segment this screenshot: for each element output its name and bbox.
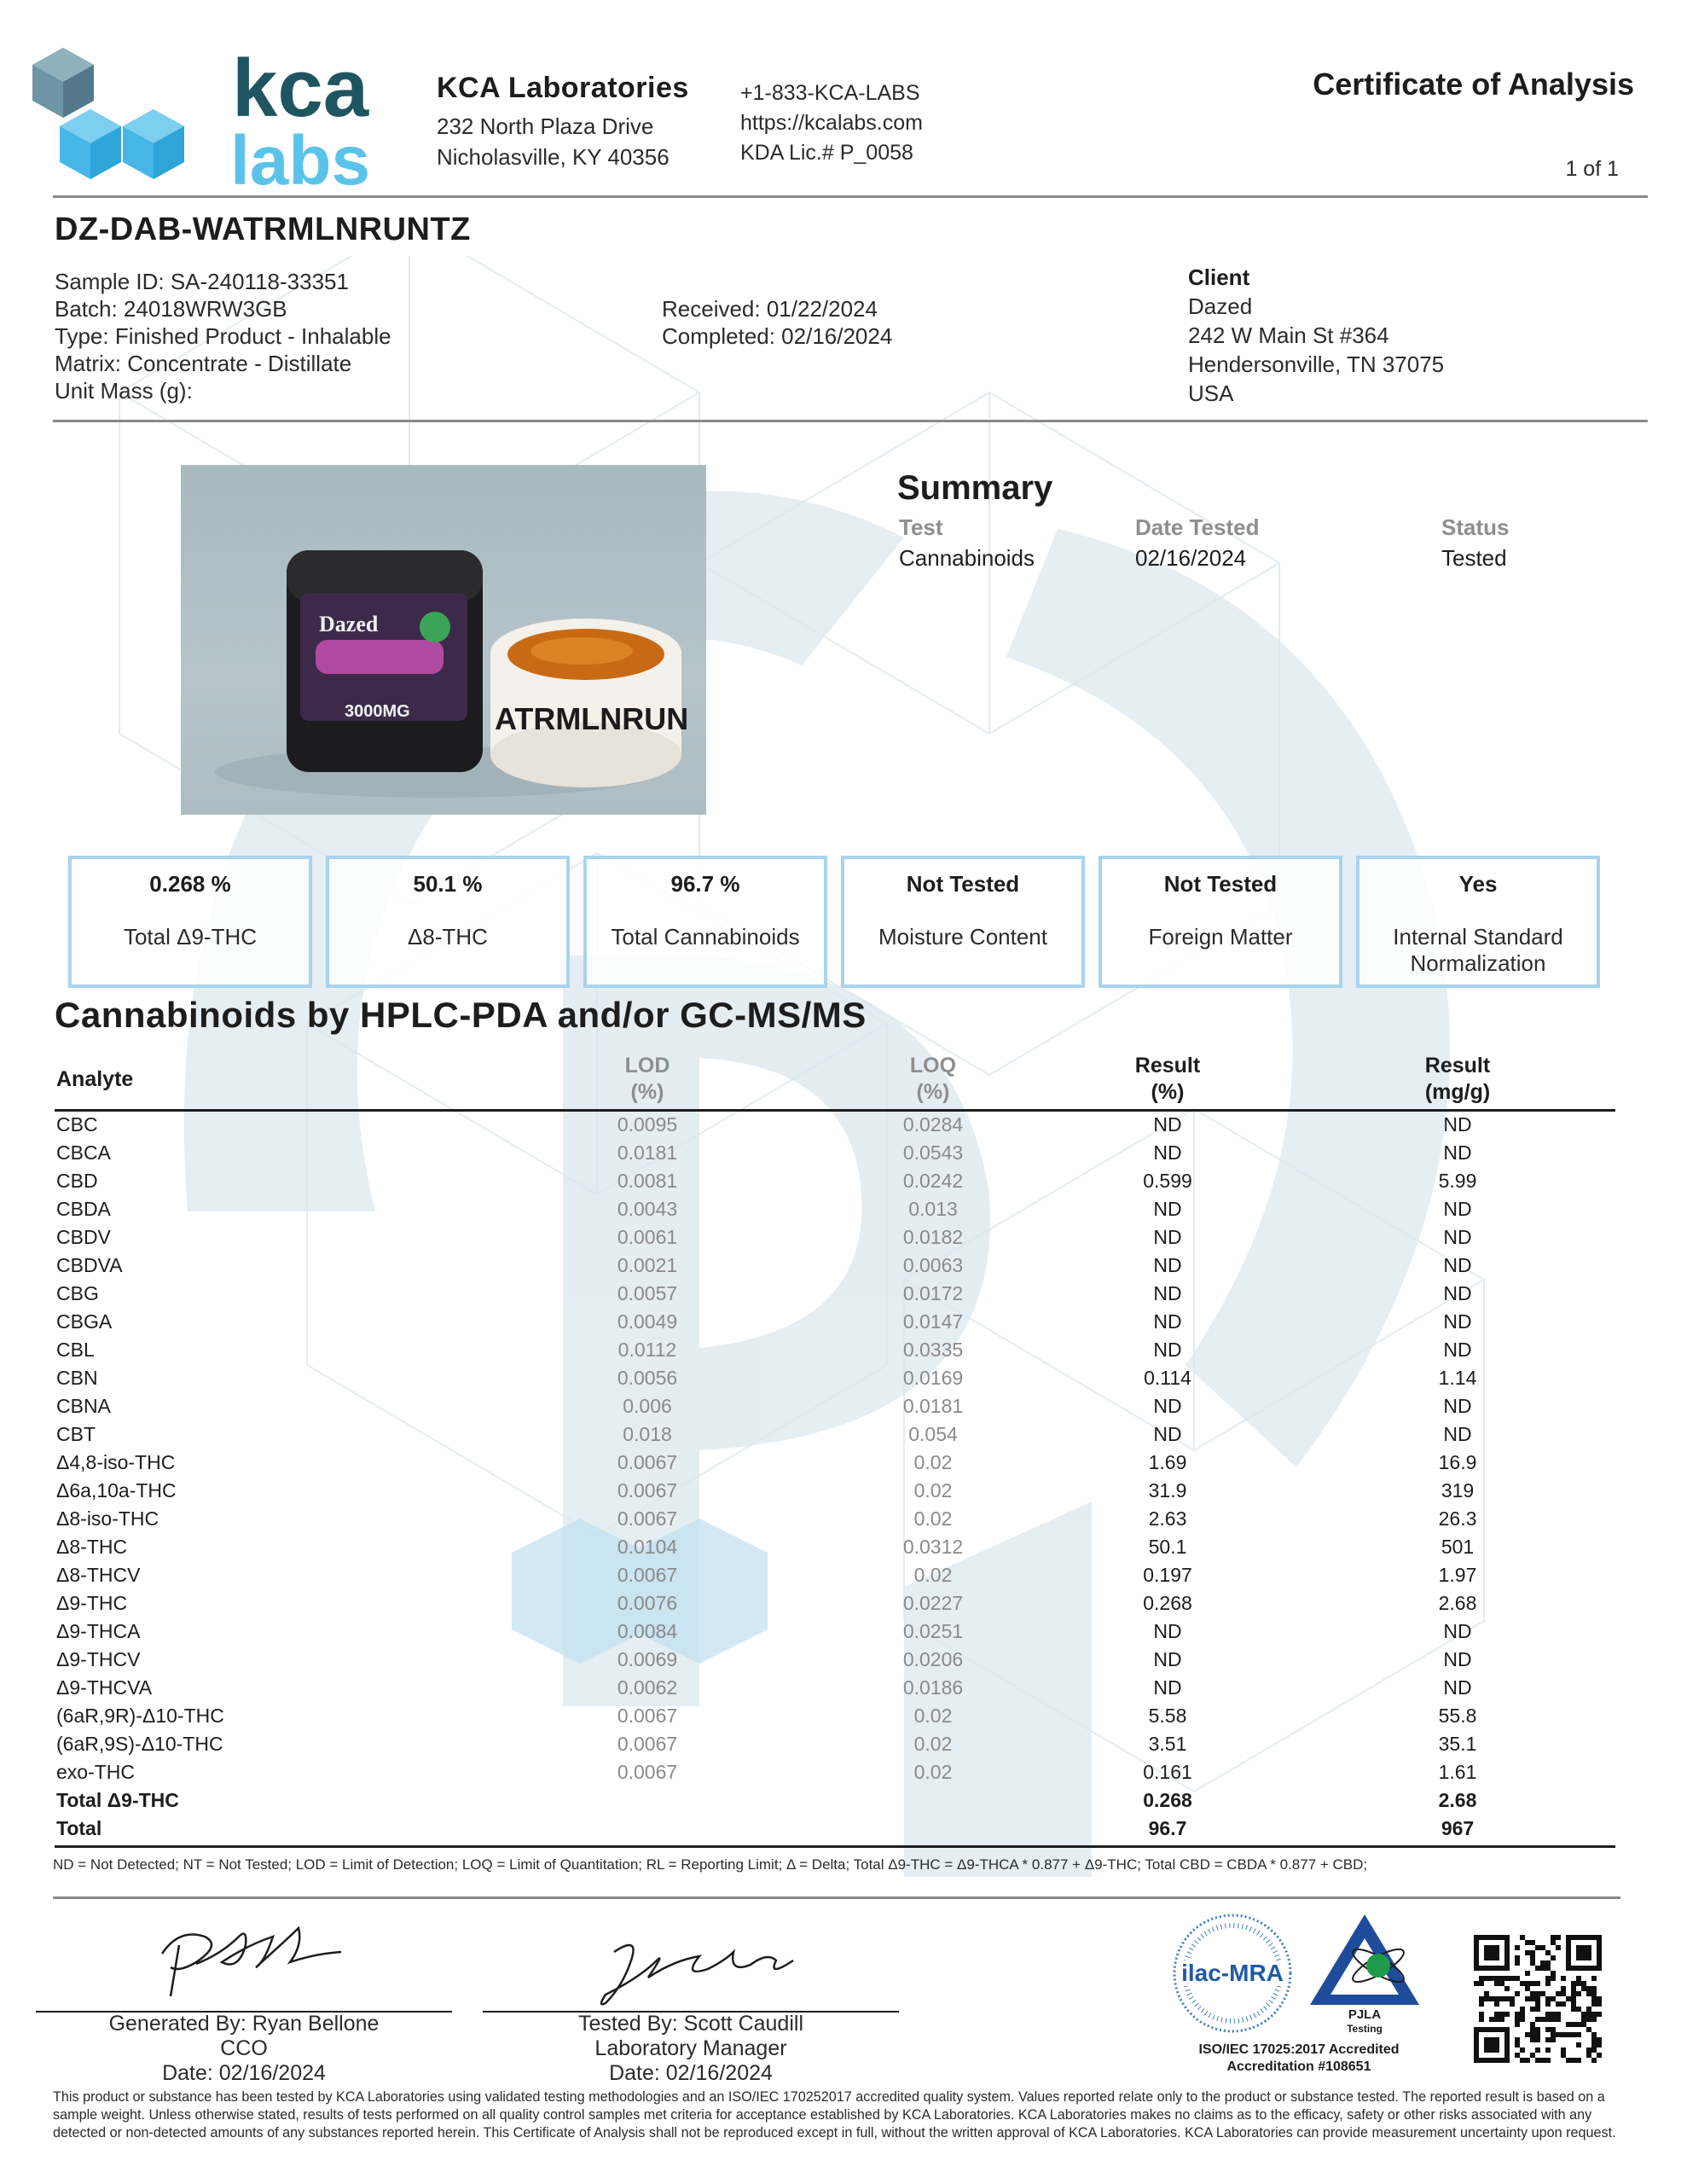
analyte-cell: CBCA bbox=[56, 1141, 111, 1164]
client-heading: Client bbox=[1188, 264, 1250, 290]
result-pct-cell: ND bbox=[1153, 1310, 1182, 1333]
summary-date-value: 02/16/2024 bbox=[1135, 545, 1247, 571]
table-bottom-rule bbox=[55, 1845, 1615, 1848]
result-mg-cell: 1.97 bbox=[1438, 1564, 1477, 1586]
received-date: Received: 01/22/2024 bbox=[662, 296, 878, 322]
col-header-result-mg-unit: (mg/g) bbox=[1424, 1080, 1491, 1104]
analyte-cell: Total bbox=[56, 1817, 102, 1839]
loq-cell: 0.0251 bbox=[902, 1620, 964, 1642]
result-mg-cell: ND bbox=[1443, 1226, 1472, 1248]
lod-cell: 0.0181 bbox=[617, 1141, 678, 1164]
result-pct-cell: ND bbox=[1153, 1141, 1182, 1164]
stat-box-moisture bbox=[841, 856, 1085, 988]
analyte-cell: CBT bbox=[56, 1423, 96, 1445]
analyte-cell: exo-THC bbox=[56, 1761, 136, 1783]
result-pct-cell: 0.268 bbox=[1143, 1789, 1192, 1811]
pjla-sub: Testing bbox=[1347, 2023, 1383, 2035]
analyte-cell: Δ9-THC bbox=[56, 1592, 128, 1614]
loq-cell: 0.0312 bbox=[902, 1536, 964, 1558]
lod-cell: 0.0095 bbox=[617, 1113, 678, 1136]
client-country: USA bbox=[1188, 380, 1234, 406]
result-mg-cell: ND bbox=[1443, 1676, 1472, 1699]
result-mg-cell: ND bbox=[1443, 1254, 1472, 1276]
cup-label: ATRMLNRUN bbox=[495, 701, 689, 736]
result-mg-cell: ND bbox=[1443, 1282, 1472, 1304]
loq-cell: 0.0284 bbox=[902, 1113, 964, 1136]
result-mg-cell: 319 bbox=[1441, 1479, 1475, 1502]
summary-status-column bbox=[1441, 512, 1509, 573]
table-row bbox=[55, 1533, 1615, 1561]
lod-cell: 0.0067 bbox=[617, 1733, 678, 1755]
result-pct-cell: 50.1 bbox=[1148, 1536, 1187, 1558]
lod-cell: 0.0021 bbox=[617, 1254, 678, 1276]
loq-cell: 0.0172 bbox=[902, 1282, 964, 1304]
stat-value: Not Tested bbox=[906, 871, 1020, 897]
stat-box-d8-thc bbox=[326, 856, 570, 988]
table-total-row bbox=[55, 1815, 1615, 1843]
stat-label: Δ8-THC bbox=[408, 924, 488, 950]
loq-cell: 0.054 bbox=[908, 1423, 958, 1445]
lod-cell: 0.0067 bbox=[617, 1761, 678, 1783]
result-mg-cell: ND bbox=[1443, 1648, 1472, 1670]
analyte-cell: Δ6a,10a-THC bbox=[56, 1479, 177, 1502]
summary-date-column bbox=[1135, 512, 1259, 573]
table-row bbox=[55, 1674, 1615, 1702]
result-mg-cell: 35.1 bbox=[1438, 1733, 1477, 1755]
result-pct-cell: ND bbox=[1153, 1339, 1182, 1361]
cannabinoid-table-body bbox=[55, 1111, 1615, 1843]
sample-id: Sample ID: SA-240118-33351 bbox=[55, 269, 349, 294]
analyte-cell: (6aR,9S)-Δ10-THC bbox=[56, 1733, 223, 1755]
iso-line-2: Accreditation #108651 bbox=[1226, 2059, 1371, 2074]
lod-cell: 0.0067 bbox=[617, 1705, 678, 1727]
table-row bbox=[55, 1139, 1615, 1167]
pjla-name: PJLA bbox=[1348, 2007, 1382, 2022]
lod-cell: 0.0043 bbox=[617, 1198, 678, 1220]
col-header-lod-unit: (%) bbox=[630, 1080, 664, 1104]
loq-cell: 0.0186 bbox=[902, 1676, 964, 1699]
stat-value: 0.268 % bbox=[149, 871, 231, 897]
analyte-cell: CBL bbox=[56, 1339, 95, 1361]
table-row bbox=[55, 1702, 1615, 1730]
result-pct-cell: ND bbox=[1153, 1676, 1182, 1699]
stat-label: Total Δ9-THC bbox=[123, 924, 258, 950]
analyte-cell: CBDV bbox=[56, 1226, 111, 1248]
pjla-label bbox=[1305, 2007, 1424, 2036]
page-number: 1 of 1 bbox=[1565, 157, 1619, 181]
signature-block-generated bbox=[36, 2012, 452, 2086]
analyte-cell: CBDA bbox=[56, 1198, 111, 1220]
analyte-cell: CBNA bbox=[56, 1395, 111, 1417]
loq-cell: 0.013 bbox=[908, 1198, 958, 1220]
table-row bbox=[55, 1477, 1615, 1505]
stat-value: Not Tested bbox=[1163, 871, 1278, 897]
ilac-mra-logo bbox=[1170, 1911, 1295, 2036]
result-mg-cell: 1.14 bbox=[1438, 1367, 1477, 1389]
result-pct-cell: ND bbox=[1153, 1395, 1182, 1417]
table-row bbox=[55, 1252, 1615, 1280]
iso-line-1: ISO/IEC 17025:2017 Accredited bbox=[1198, 2042, 1400, 2057]
result-mg-cell: 2.68 bbox=[1438, 1592, 1477, 1614]
lod-cell: 0.018 bbox=[623, 1423, 672, 1445]
stat-label: Moisture Content bbox=[878, 924, 1047, 950]
signature-divider bbox=[53, 1896, 1620, 1899]
summary-test-header: Test bbox=[899, 514, 943, 540]
analyte-cell: Δ4,8-iso-THC bbox=[56, 1451, 176, 1473]
table-row bbox=[55, 1589, 1615, 1618]
loq-cell: 0.0147 bbox=[902, 1310, 964, 1333]
header-divider bbox=[53, 195, 1648, 198]
result-pct-cell: 1.69 bbox=[1148, 1451, 1187, 1473]
loq-cell: 0.0543 bbox=[902, 1141, 964, 1164]
lab-address-line1: 232 North Plaza Drive bbox=[437, 113, 654, 139]
result-mg-cell: 16.9 bbox=[1438, 1451, 1477, 1473]
result-mg-cell: ND bbox=[1443, 1141, 1472, 1164]
result-pct-cell: ND bbox=[1153, 1254, 1182, 1276]
loq-cell: 0.0182 bbox=[902, 1226, 964, 1248]
lod-cell: 0.0062 bbox=[617, 1676, 678, 1699]
result-pct-cell: 2.63 bbox=[1148, 1507, 1187, 1530]
table-row bbox=[55, 1449, 1615, 1477]
tested-date: Date: 02/16/2024 bbox=[609, 2061, 773, 2085]
table-row bbox=[55, 1618, 1615, 1646]
lod-cell: 0.0057 bbox=[617, 1282, 678, 1304]
stat-value: 96.7 % bbox=[670, 871, 740, 897]
lod-cell: 0.0061 bbox=[617, 1226, 678, 1248]
stat-value: Yes bbox=[1458, 871, 1498, 897]
lab-license: KDA Lic.# P_0058 bbox=[740, 141, 913, 165]
analyte-cell: CBC bbox=[56, 1113, 98, 1136]
disclaimer-text: This product or substance has been tested by KCA Laboratories using validated testing methodologies and an ISO/IEC 170252017 accredited quality system. Values reported relate only to the product or substance tested. The reported result is based on a sample weight. Unless otherwise stated, results of tests performed on all quality control samples met criteria for acceptance established by KCA Laboratories. KCA Laboratories makes no claims as to the efficacy, safety or other risks associated with any detected or non-detected amounts of any substances reported herein. This Certificate of Analysis shall not be reproduced except in full, without the written approval of KCA Laboratories. KCA Laboratories can provide measurement uncertainty upon request. bbox=[53, 2089, 1616, 2140]
summary-title: Summary bbox=[897, 469, 1053, 507]
stat-label: Foreign Matter bbox=[1148, 924, 1293, 950]
table-row bbox=[55, 1646, 1615, 1674]
result-mg-cell: 55.8 bbox=[1438, 1705, 1477, 1727]
loq-cell: 0.02 bbox=[913, 1705, 953, 1727]
client-street: 242 W Main St #364 bbox=[1188, 322, 1389, 348]
table-row bbox=[55, 1223, 1615, 1252]
product-name: DZ-DAB-WATRMLNRUNTZ bbox=[55, 212, 471, 247]
loq-cell: 0.02 bbox=[913, 1733, 953, 1755]
col-header-result-mg-label: Result bbox=[1424, 1054, 1491, 1077]
result-pct-cell: ND bbox=[1153, 1423, 1182, 1445]
loq-cell: 0.02 bbox=[913, 1564, 953, 1586]
col-header-analyte: Analyte bbox=[56, 1067, 134, 1091]
result-pct-cell: 0.599 bbox=[1143, 1170, 1192, 1192]
result-mg-cell: 1.61 bbox=[1438, 1761, 1477, 1783]
sample-matrix: Matrix: Concentrate - Distillate bbox=[55, 351, 352, 376]
analyte-cell: Δ8-iso-THC bbox=[56, 1507, 159, 1530]
analyte-cell: CBN bbox=[56, 1367, 98, 1389]
result-pct-cell: 0.197 bbox=[1143, 1564, 1192, 1586]
table-row bbox=[55, 1308, 1615, 1336]
result-mg-cell: ND bbox=[1443, 1620, 1472, 1642]
lod-cell: 0.0076 bbox=[617, 1592, 678, 1614]
logo-text-kca: kca bbox=[232, 43, 369, 134]
loq-cell: 0.0206 bbox=[902, 1648, 964, 1670]
table-row bbox=[55, 1561, 1615, 1589]
signature-block-tested bbox=[483, 2012, 899, 2086]
analyte-cell: CBD bbox=[56, 1170, 98, 1192]
table-row bbox=[55, 1280, 1615, 1308]
result-pct-cell: 0.161 bbox=[1143, 1761, 1192, 1783]
lab-website-link[interactable]: https://kcalabs.com bbox=[740, 111, 923, 135]
stat-box-foreign-matter bbox=[1099, 856, 1342, 988]
client-name: Dazed bbox=[1188, 293, 1253, 319]
result-mg-cell: 5.99 bbox=[1438, 1170, 1477, 1192]
result-pct-cell: ND bbox=[1153, 1226, 1182, 1248]
result-pct-cell: 0.114 bbox=[1144, 1367, 1191, 1389]
jar-brand-label: Dazed bbox=[319, 612, 379, 636]
summary-status-header: Status bbox=[1441, 514, 1510, 540]
col-header-result-pct-unit: (%) bbox=[1151, 1080, 1185, 1104]
sample-info bbox=[55, 268, 391, 404]
result-pct-cell: ND bbox=[1153, 1198, 1182, 1220]
loq-cell: 0.0242 bbox=[902, 1170, 964, 1192]
lab-contact bbox=[740, 78, 923, 168]
tested-title: Laboratory Manager bbox=[594, 2036, 787, 2060]
lab-phone: +1-833-KCA-LABS bbox=[740, 81, 920, 105]
lab-name: KCA Laboratories bbox=[437, 72, 689, 104]
analyte-cell: Δ8-THCV bbox=[56, 1564, 141, 1586]
table-row bbox=[55, 1392, 1615, 1420]
product-photo-illustration bbox=[181, 465, 706, 815]
analyte-cell: (6aR,9R)-Δ10-THC bbox=[56, 1705, 224, 1727]
summary-test-column bbox=[899, 512, 1035, 573]
table-row bbox=[55, 1195, 1615, 1223]
info-divider bbox=[53, 420, 1648, 422]
batch: Batch: 24018WRW3GB bbox=[55, 296, 287, 322]
loq-cell: 0.02 bbox=[913, 1507, 953, 1530]
stat-label: Internal Standard Normalization bbox=[1393, 924, 1563, 976]
col-header-loq bbox=[844, 1053, 1023, 1106]
result-pct-cell: 5.58 bbox=[1148, 1705, 1187, 1727]
result-mg-cell: 2.68 bbox=[1438, 1789, 1477, 1811]
lod-cell: 0.0104 bbox=[617, 1536, 678, 1558]
summary-status-value: Tested bbox=[1441, 545, 1507, 571]
table-total-row bbox=[55, 1786, 1615, 1815]
analyte-cell: CBDVA bbox=[56, 1254, 123, 1276]
loq-cell: 0.02 bbox=[913, 1479, 953, 1502]
loq-cell: 0.0169 bbox=[902, 1367, 964, 1389]
col-header-lod-label: LOD bbox=[624, 1054, 670, 1077]
logo-text-labs: labs bbox=[230, 122, 371, 186]
analyte-cell: Total Δ9-THC bbox=[56, 1789, 179, 1811]
generated-title: CCO bbox=[220, 2036, 268, 2060]
document-title: Certificate of Analysis bbox=[1313, 67, 1634, 102]
completed-date: Completed: 02/16/2024 bbox=[662, 323, 893, 349]
col-header-result-pct bbox=[1078, 1053, 1257, 1106]
result-mg-cell: 967 bbox=[1441, 1817, 1475, 1839]
table-row bbox=[55, 1336, 1615, 1364]
loq-cell: 0.0335 bbox=[902, 1339, 964, 1361]
signature-ryan-bellone bbox=[145, 1911, 350, 2005]
lod-cell: 0.0081 bbox=[617, 1170, 678, 1192]
lod-cell: 0.0067 bbox=[617, 1564, 678, 1586]
ilac-logo-text: ilac-MRA bbox=[1181, 1960, 1284, 1986]
table-row bbox=[55, 1505, 1615, 1533]
tested-by: Tested By: Scott Caudill bbox=[577, 2012, 803, 2036]
analyte-cell: Δ9-THCA bbox=[56, 1620, 141, 1642]
lod-cell: 0.0067 bbox=[617, 1507, 678, 1530]
lod-cell: 0.0056 bbox=[617, 1367, 678, 1389]
loq-cell: 0.02 bbox=[913, 1451, 953, 1473]
stat-label: Total Cannabinoids bbox=[611, 924, 800, 950]
product-photo bbox=[181, 465, 706, 815]
loq-cell: 0.02 bbox=[913, 1761, 953, 1783]
result-mg-cell: ND bbox=[1443, 1339, 1472, 1361]
table-row bbox=[55, 1758, 1615, 1786]
result-pct-cell: ND bbox=[1153, 1620, 1182, 1642]
lod-cell: 0.006 bbox=[623, 1395, 672, 1417]
iso-accreditation bbox=[1184, 2042, 1414, 2076]
client-city: Hendersonville, TN 37075 bbox=[1188, 351, 1445, 377]
table-row bbox=[55, 1111, 1615, 1139]
analyte-cell: Δ9-THCVA bbox=[56, 1676, 153, 1699]
sample-type: Type: Finished Product - Inhalable bbox=[55, 323, 391, 349]
col-header-lod bbox=[558, 1053, 737, 1106]
signature-scott-caudill bbox=[588, 1926, 810, 2012]
loq-cell: 0.0181 bbox=[902, 1395, 964, 1417]
result-pct-cell: 31.9 bbox=[1148, 1479, 1187, 1502]
stat-box-total-cannabinoids bbox=[583, 856, 827, 988]
lod-cell: 0.0112 bbox=[617, 1339, 677, 1361]
lod-cell: 0.0084 bbox=[617, 1620, 678, 1642]
result-pct-cell: ND bbox=[1153, 1648, 1182, 1670]
col-header-result-pct-label: Result bbox=[1134, 1054, 1201, 1077]
lab-address-line2: Nicholasville, KY 40356 bbox=[437, 144, 670, 170]
kca-labs-logo bbox=[29, 41, 396, 186]
result-mg-cell: 501 bbox=[1441, 1536, 1475, 1558]
result-pct-cell: ND bbox=[1153, 1113, 1182, 1136]
analyte-cell: Δ8-THC bbox=[56, 1536, 128, 1558]
stat-box-internal-standard bbox=[1356, 856, 1600, 988]
unit-mass: Unit Mass (g): bbox=[55, 378, 193, 404]
result-pct-cell: 96.7 bbox=[1148, 1817, 1187, 1839]
result-pct-cell: 0.268 bbox=[1143, 1592, 1192, 1614]
stat-box-total-d9-thc bbox=[68, 856, 312, 988]
loq-cell: 0.0227 bbox=[902, 1592, 964, 1614]
table-row bbox=[55, 1167, 1615, 1195]
loq-cell: 0.0063 bbox=[902, 1254, 964, 1276]
result-pct-cell: 3.51 bbox=[1148, 1733, 1187, 1755]
result-mg-cell: ND bbox=[1443, 1395, 1472, 1417]
table-row bbox=[55, 1364, 1615, 1392]
generated-by: Generated By: Ryan Bellone bbox=[108, 2012, 380, 2036]
table-legend: ND = Not Detected; NT = Not Tested; LOD = Limit of Detection; LOQ = Limit of Quantitation; RL = Reporting Limit; Δ = Delta; Total Δ9-THC = Δ9-THCA * 0.877 + Δ9-THC; Total CBD = CBDA * 0.877 + CBD; bbox=[53, 1856, 1368, 1873]
table-row bbox=[55, 1420, 1615, 1449]
col-header-result-mg bbox=[1368, 1053, 1547, 1106]
result-pct-cell: ND bbox=[1153, 1282, 1182, 1304]
analyte-cell: CBG bbox=[56, 1282, 99, 1304]
col-header-loq-unit: (%) bbox=[916, 1080, 950, 1104]
sample-dates bbox=[662, 295, 892, 350]
generated-date: Date: 02/16/2024 bbox=[162, 2061, 326, 2085]
lod-cell: 0.0067 bbox=[617, 1479, 678, 1502]
result-mg-cell: ND bbox=[1443, 1310, 1472, 1333]
qr-code[interactable] bbox=[1474, 1935, 1602, 2063]
section-title: Cannabinoids by HPLC-PDA and/or GC-MS/MS bbox=[55, 995, 867, 1035]
result-mg-cell: ND bbox=[1443, 1113, 1472, 1136]
lod-cell: 0.0069 bbox=[617, 1648, 678, 1670]
result-mg-cell: ND bbox=[1443, 1198, 1472, 1220]
result-mg-cell: ND bbox=[1443, 1423, 1472, 1445]
summary-test-value: Cannabinoids bbox=[899, 545, 1035, 571]
analyte-cell: CBGA bbox=[56, 1310, 113, 1333]
summary-date-header: Date Tested bbox=[1135, 514, 1260, 540]
result-mg-cell: 26.3 bbox=[1438, 1507, 1477, 1530]
analyte-cell: Δ9-THCV bbox=[56, 1648, 141, 1670]
stat-value: 50.1 % bbox=[413, 871, 483, 897]
lod-cell: 0.0067 bbox=[617, 1451, 678, 1473]
lab-address bbox=[437, 111, 670, 172]
jar-amount-label: 3000MG bbox=[345, 702, 410, 721]
lod-cell: 0.0049 bbox=[617, 1310, 678, 1333]
table-row bbox=[55, 1730, 1615, 1758]
col-header-loq-label: LOQ bbox=[909, 1054, 957, 1077]
client-info bbox=[1188, 263, 1444, 408]
